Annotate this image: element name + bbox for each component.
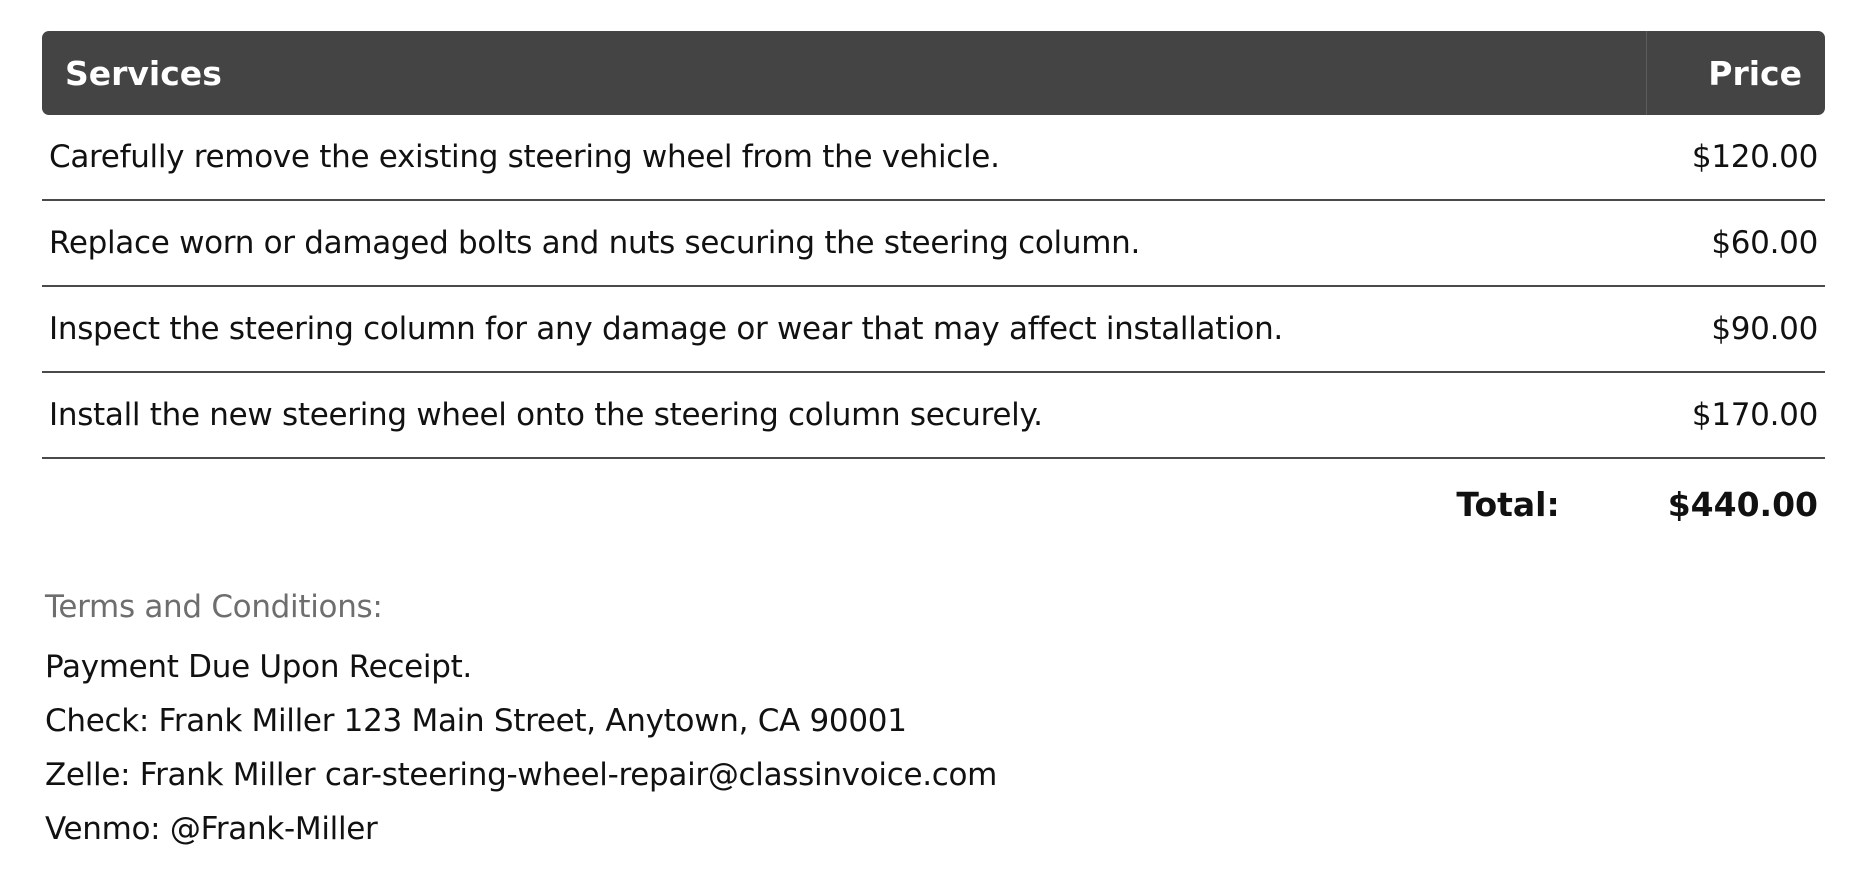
- service-price: $90.00: [1711, 311, 1818, 347]
- table-row: [42, 373, 1825, 459]
- table-row: [42, 115, 1825, 201]
- terms-section: [45, 584, 997, 856]
- terms-venmo: Venmo: @Frank-Miller: [45, 811, 378, 847]
- table-row: [42, 201, 1825, 287]
- terms-title: Terms and Conditions:: [45, 589, 383, 625]
- table-row: [42, 287, 1825, 373]
- service-description: Replace worn or damaged bolts and nuts securing the steering column.: [49, 225, 1140, 261]
- terms-zelle: Zelle: Frank Miller car-steering-wheel-repair@classinvoice.com: [45, 757, 998, 793]
- services-table: [42, 31, 1825, 459]
- column-header-services: Services: [65, 53, 222, 93]
- terms-check: Check: Frank Miller 123 Main Street, Anytown, CA 90001: [45, 703, 907, 739]
- column-header-price: Price: [1646, 31, 1825, 115]
- service-description: Install the new steering wheel onto the steering column securely.: [49, 397, 1043, 433]
- table-header: [42, 31, 1825, 115]
- terms-payment-due: Payment Due Upon Receipt.: [45, 649, 472, 685]
- total-label: Total:: [1456, 484, 1560, 524]
- service-price: $120.00: [1691, 139, 1818, 175]
- total-value: $440.00: [1667, 484, 1818, 524]
- service-description: Inspect the steering column for any damage or wear that may affect installation.: [49, 311, 1283, 347]
- total-row: [42, 474, 1825, 534]
- service-price: $170.00: [1691, 397, 1818, 433]
- service-price: $60.00: [1711, 225, 1818, 261]
- service-description: Carefully remove the existing steering wheel from the vehicle.: [49, 139, 1000, 175]
